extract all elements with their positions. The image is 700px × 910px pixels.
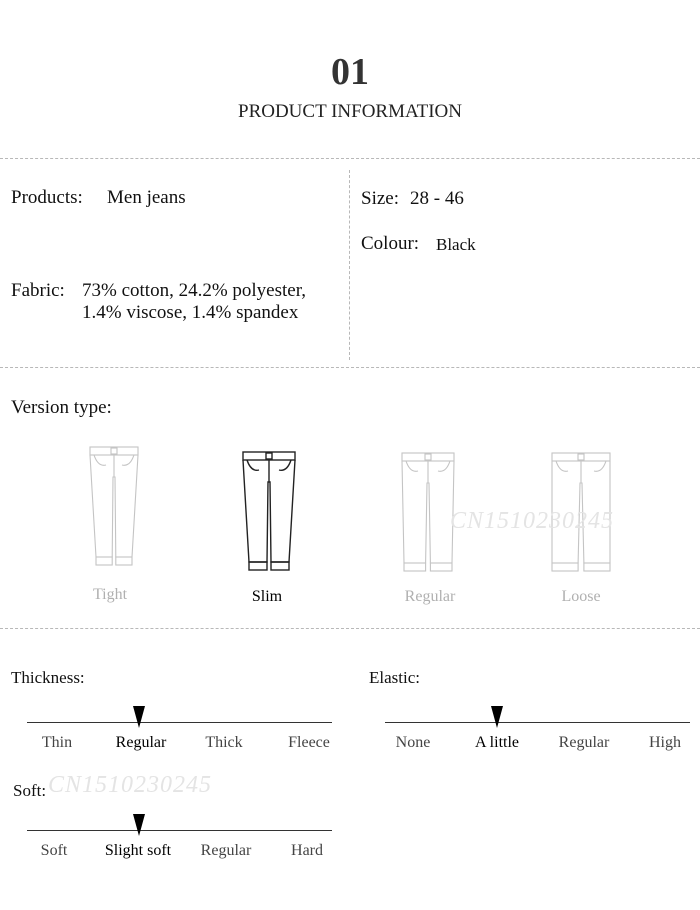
divider-vertical: [349, 170, 350, 360]
thickness-label: Thickness:: [11, 668, 85, 687]
elastic-option-regular: Regular: [558, 734, 610, 751]
pants-tight-icon: [88, 445, 140, 569]
fabric-label: Fabric:: [11, 280, 65, 301]
soft-option-soft: Soft: [40, 842, 68, 859]
soft-option-hard: Hard: [291, 842, 323, 859]
version-label-loose: Loose: [561, 588, 601, 605]
thickness-option-fleece: Fleece: [288, 734, 330, 751]
divider-middle: [0, 367, 700, 368]
divider-bottom: [0, 628, 700, 629]
elastic-marker-icon: [491, 706, 503, 728]
soft-scale-line: [27, 830, 332, 831]
thickness-option-thin: Thin: [41, 734, 73, 751]
colour-value: Black: [436, 235, 476, 254]
pants-slim-icon: [241, 450, 297, 574]
thickness-scale-line: [27, 722, 332, 723]
elastic-option-a-little: A little: [475, 734, 519, 751]
size-label: Size:: [361, 188, 399, 209]
thickness-option-thick: Thick: [205, 734, 243, 751]
watermark-2: CN1510230245: [48, 772, 213, 798]
version-label-slim: Slim: [251, 588, 283, 605]
pants-regular-icon: [400, 451, 456, 575]
version-type-label: Version type:: [11, 397, 112, 418]
thickness-marker-icon: [133, 706, 145, 728]
elastic-option-high: High: [649, 734, 681, 751]
version-label-tight: Tight: [92, 586, 128, 603]
soft-label: Soft:: [13, 781, 47, 800]
divider-top: [0, 158, 700, 159]
soft-option-regular: Regular: [200, 842, 252, 859]
elastic-label: Elastic:: [369, 668, 420, 687]
elastic-option-none: None: [395, 734, 431, 751]
colour-label: Colour:: [361, 233, 420, 254]
fabric-value-line2: 1.4% viscose, 1.4% spandex: [82, 302, 299, 323]
products-value: Men jeans: [107, 187, 186, 208]
watermark: CN1510230245: [450, 508, 615, 534]
version-label-regular: Regular: [404, 588, 456, 605]
section-number: 01: [331, 51, 369, 93]
elastic-scale-line: [385, 722, 690, 723]
fabric-value-line1: 73% cotton, 24.2% polyester,: [82, 280, 307, 301]
soft-option-slight-soft: Slight soft: [104, 842, 172, 859]
thickness-option-regular: Regular: [115, 734, 167, 751]
section-title: PRODUCT INFORMATION: [238, 101, 462, 122]
products-label: Products:: [11, 187, 83, 208]
size-value: 28 - 46: [410, 188, 464, 209]
soft-marker-icon: [133, 814, 145, 836]
